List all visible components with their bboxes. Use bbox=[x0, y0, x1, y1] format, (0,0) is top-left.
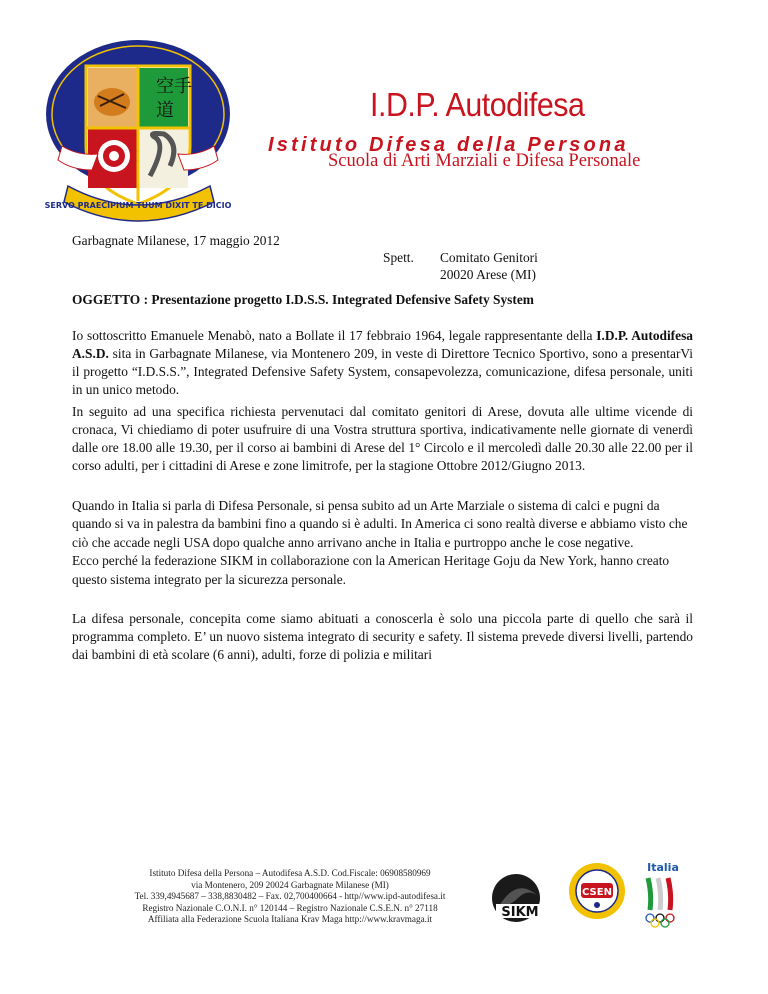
paragraph-context-a: Quando in Italia si parla di Difesa Personale, si pensa subito ad un Arte Marziale o sistema di calci e pugni da quando si va in palestra da bambini fino a quando si è adulti. In America ci sono realtà diverse e abbiamo visto che ciò che accade negli USA dopo qualche anno arrivano anche in Italia e purtroppo anche le cose negative. bbox=[72, 498, 688, 550]
paragraph-program: La difesa personale, concepita come siamo abituati a conoscerla è solo una piccola parte di quello che sarà il programma completo. E’ un nuovo sistema integrato di security e safety. Il sistema prevede diversi livelli, partendo dai bambini di età scolare (6 anni), adulti, forze di polizia e militari bbox=[72, 611, 693, 662]
csen-logo-text: CSEN bbox=[582, 887, 612, 898]
footer-line-4: Registro Nazionale C.O.N.I. n° 120144 – Registro Nazionale C.S.E.N. n° 27118 bbox=[142, 902, 438, 913]
svg-text:道: 道 bbox=[156, 100, 174, 121]
paragraph-request: In seguito ad una specifica richiesta pervenutaci dal comitato genitori di Arese, dovuta alle ultime vicende di cronaca, Vi chiediamo di poter usufruire di una Vostra struttura sportiva, indicativamente nelle giornate di venerdì dalle ore 18.00 alle 19.30, per il corso ai bambini di Arese del 1° Circolo e il mercoledì dalle 20.30 alle 22.00 per il corso adulti, per i cittadini di Arese e zone limitrofe, per la stagione Ottobre 2012/Giugno 2013. bbox=[72, 404, 693, 473]
csen-logo bbox=[567, 861, 627, 921]
sikm-logo bbox=[488, 868, 558, 930]
footer-line-3: Tel. 339,4945687 – 338,8830482 – Fax. 02,700400664 - http//www.ipd-autodifesa.it bbox=[134, 891, 446, 902]
italia-logo-text: Italia bbox=[647, 861, 679, 874]
letter-date: Garbagnate Milanese, 17 maggio 2012 bbox=[72, 233, 280, 248]
svg-text:空手: 空手 bbox=[156, 76, 192, 97]
paragraph-intro-b: sita in Garbagnate Milanese, via Montenero 209, in veste di Direttore Tecnico Sportivo, sono a presentarVi il progetto “I.D.S.S.”, Integrated Defensive Safety System, consapevolezza, comunicazione, difesa personale, uniti in un unico metodo. bbox=[72, 346, 693, 397]
italia-olympic-logo bbox=[638, 860, 688, 930]
paragraph-context-b: Ecco perché la federazione SIKM in collaborazione con la American Heritage Goju da New York, hanno creato questo sistema integrato per la sicurezza personale. bbox=[72, 553, 670, 587]
recipient-prefix: Spett. bbox=[383, 250, 414, 265]
brand-subtitle: Istituto Difesa della Persona bbox=[268, 134, 629, 156]
brand-tagline: Scuola di Arti Marziali e Difesa Personale bbox=[328, 151, 641, 171]
footer-line-2: via Montenero, 209 20024 Garbagnate Milanese (MI) bbox=[191, 879, 389, 890]
crest-motto: SERVO PRAECIPIUM TUUM DIXIT TE DICIO bbox=[44, 201, 232, 210]
recipient-block bbox=[383, 249, 538, 283]
paragraph-intro-bold: I.D.P. Autodifesa A.S.D. bbox=[72, 328, 693, 361]
recipient-name: Comitato Genitori bbox=[440, 250, 538, 265]
paragraph-intro-a: Io sottoscritto Emanuele Menabò, nato a Bollate il 17 febbraio 1964, legale rappresentante della bbox=[72, 328, 597, 343]
recipient-address: 20020 Arese (MI) bbox=[440, 267, 536, 282]
sikm-logo-text: SIKM bbox=[501, 905, 539, 920]
letter-subject: OGGETTO : Presentazione progetto I.D.S.S. Integrated Defensive Safety System bbox=[72, 292, 534, 307]
paragraph-intro bbox=[72, 327, 693, 399]
footer-info bbox=[100, 868, 480, 926]
brand-title: I.D.P. Autodifesa bbox=[370, 86, 585, 123]
footer-line-1: Istituto Difesa della Persona – Autodifesa A.S.D. Cod.Fiscale: 06908580969 bbox=[149, 868, 431, 878]
footer-line-5: Affiliata alla Federazione Scuola Italiana Krav Maga http://www.kravmaga.it bbox=[147, 914, 433, 925]
paragraph-context bbox=[72, 497, 693, 589]
